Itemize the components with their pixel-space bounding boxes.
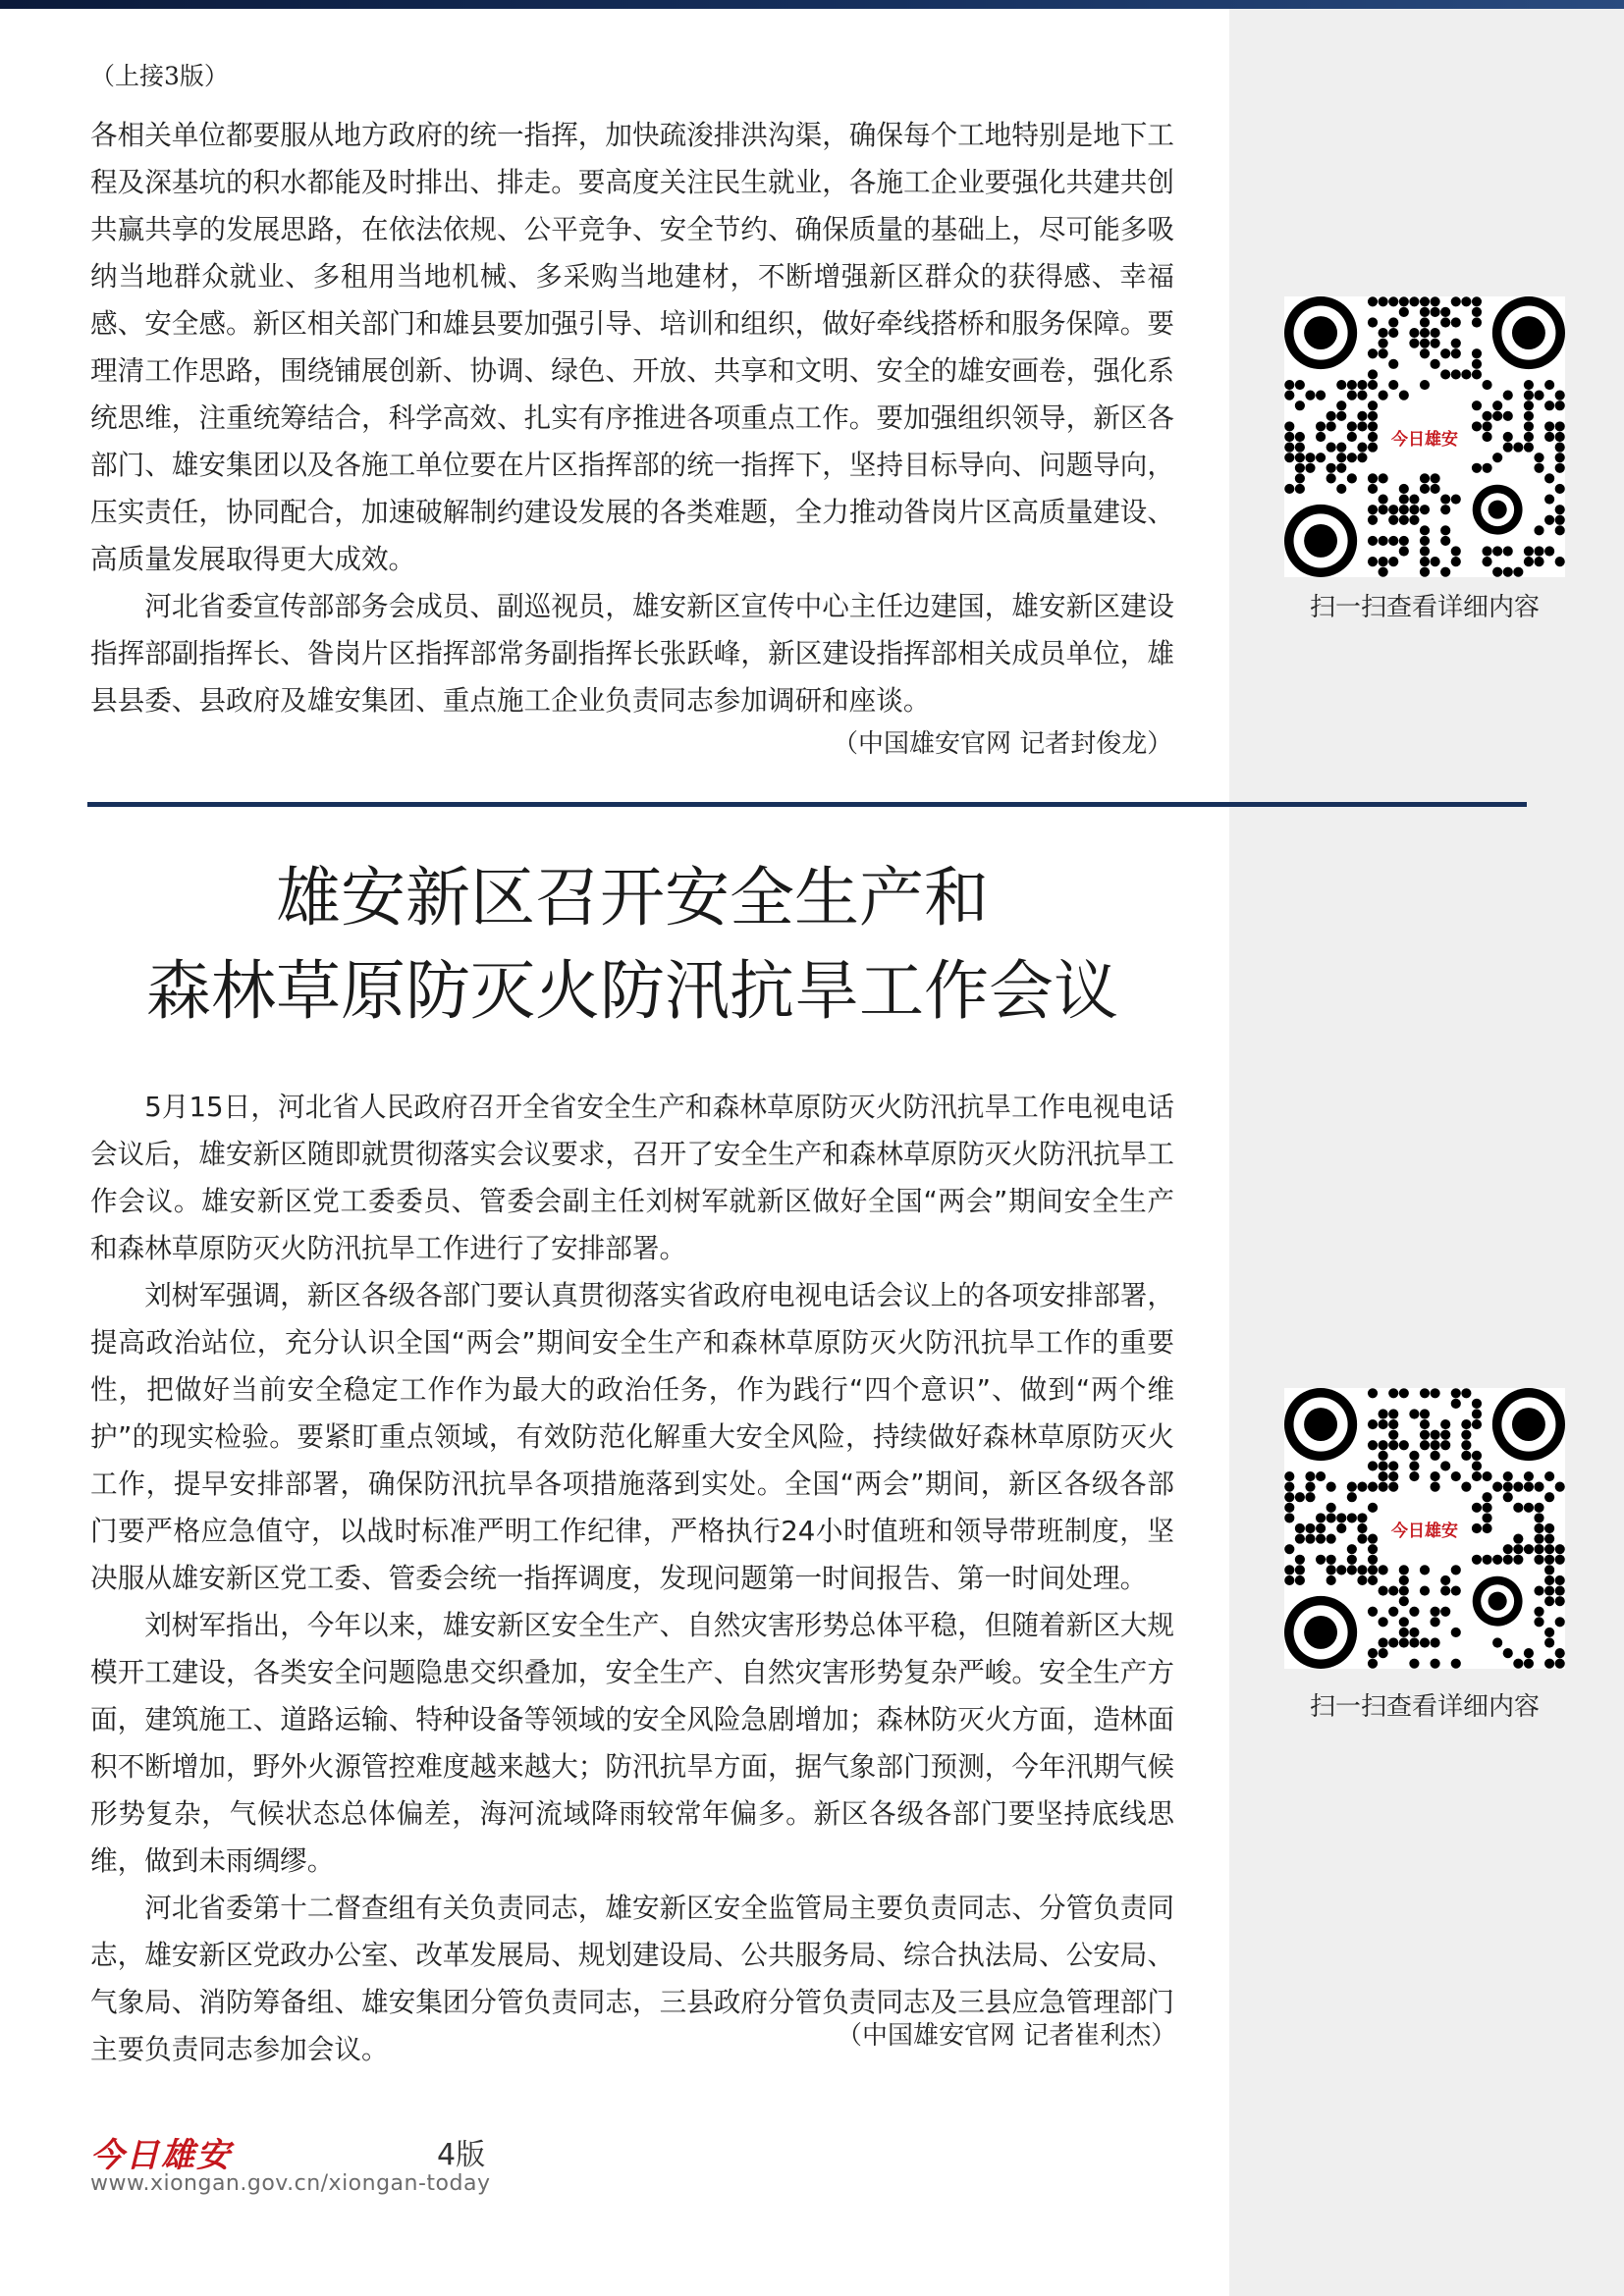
article2-title-line2: 森林草原防灭火防汛抗旱工作会议 <box>146 953 1118 1029</box>
qr-logo: 今日雄安 <box>1387 417 1462 456</box>
qr-code[interactable] <box>1284 296 1565 577</box>
footer-logo: 今日雄安 <box>90 2136 232 2175</box>
article2-body <box>90 1084 1177 2073</box>
top-bar <box>0 0 1624 9</box>
article2-title-line1: 雄安新区召开安全生产和 <box>276 860 989 935</box>
article1-byline: （中国雄安官网 记者封俊龙） <box>833 729 1173 759</box>
article1-paragraph: 河北省委宣传部部务会成员、副巡视员，雄安新区宣传中心主任边建国，雄安新区建设指挥部副指挥长、昝岗片区指挥部常务副指挥长张跃峰，新区建设指挥部相关成员单位，雄县县委、县政府及雄安集团、重点施工企业负责同志参加调研和座谈。 <box>90 590 1174 717</box>
section-divider <box>87 802 1527 807</box>
footer-url[interactable]: www.xiongan.gov.cn/xiongan-today <box>90 2171 491 2196</box>
article1-body <box>90 112 1174 724</box>
page-number: 4版 <box>437 2138 486 2172</box>
article2-byline: （中国雄安官网 记者崔利杰） <box>837 2021 1177 2051</box>
qr-caption: 扫一扫查看详细内容 <box>1309 1692 1540 1722</box>
continued-from-label: （上接3版） <box>90 62 229 90</box>
article2-paragraph: 刘树军指出，今年以来，雄安新区安全生产、自然灾害形势总体平稳，但随着新区大规模开工建设，各类安全问题隐患交织叠加，安全生产、自然灾害形势复杂严峻。安全生产方面，建筑施工、道路运输、特种设备等领域的安全风险急剧增加；森林防灭火方面，造林面积不断增加，野外火源管控难度越来越大；防汛抗旱方面，据气象部门预测，今年汛期气候形势复杂，气候状态总体偏差，海河流域降雨较常年偏多。新区各级各部门要坚持底线思维，做到未雨绸缪。 <box>90 1609 1174 1877</box>
article1-paragraph: 各相关单位都要服从地方政府的统一指挥，加快疏浚排洪沟渠，确保每个工地特别是地下工程及深基坑的积水都能及时排出、排走。要高度关注民生就业，各施工企业要强化共建共创共赢共享的发展思路，在依法依规、公平竞争、安全节约、确保质量的基础上，尽可能多吸纳当地群众就业、多租用当地机械、多采购当地建材，不断增强新区群众的获得感、幸福感、安全感。新区相关部门和雄县要加强引导、培训和组织，做好牵线搭桥和服务保障。要理清工作思路，围绕铺展创新、协调、绿色、开放、共享和文明、安全的雄安画卷，强化系统思维，注重统筹结合，科学高效、扎实有序推进各项重点工作。要加强组织领导，新区各部门、雄安集团以及各施工单位要在片区指挥部的统一指挥下，坚持目标导向、问题导向，压实责任，协同配合，加速破解制约建设发展的各类难题，全力推动昝岗片区高质量建设、高质量发展取得更大成效。 <box>90 119 1174 575</box>
qr-caption: 扫一扫查看详细内容 <box>1309 593 1540 622</box>
article2-paragraph: 河北省委第十二督查组有关负责同志，雄安新区安全监管局主要负责同志、分管负责同志，雄安新区党政办公室、改革发展局、规划建设局、公共服务局、综合执法局、公安局、气象局、消防筹备组、雄安集团分管负责同志，三县政府分管负责同志及三县应急管理部门主要负责同志参加会议。 <box>90 1892 1174 2065</box>
qr-code[interactable] <box>1284 1388 1565 1669</box>
article2-paragraph: 5月15日，河北省人民政府召开全省安全生产和森林草原防灭火防汛抗旱工作电视电话会议后，雄安新区随即就贯彻落实会议要求，召开了安全生产和森林草原防灭火防汛抗旱工作会议。雄安新区党工委委员、管委会副主任刘树军就新区做好全国“两会”期间安全生产和森林草原防灭火防汛抗旱工作进行了安排部署。 <box>90 1091 1174 1264</box>
qr-logo: 今日雄安 <box>1387 1509 1462 1548</box>
article2-paragraph: 刘树军强调，新区各级各部门要认真贯彻落实省政府电视电话会议上的各项安排部署，提高政治站位，充分认识全国“两会”期间安全生产和森林草原防灭火防汛抗旱工作的重要性，把做好当前安全稳定工作作为最大的政治任务，作为践行“四个意识”、做到“两个维护”的现实检验。要紧盯重点领域，有效防范化解重大安全风险，持续做好森林草原防灭火工作，提早安排部署，确保防汛抗旱各项措施落到实处。全国“两会”期间，新区各级各部门要严格应急值守，以战时标准严明工作纪律，严格执行24小时值班和领导带班制度，坚决服从雄安新区党工委、管委会统一指挥调度，发现问题第一时间报告、第一时间处理。 <box>90 1279 1174 1594</box>
